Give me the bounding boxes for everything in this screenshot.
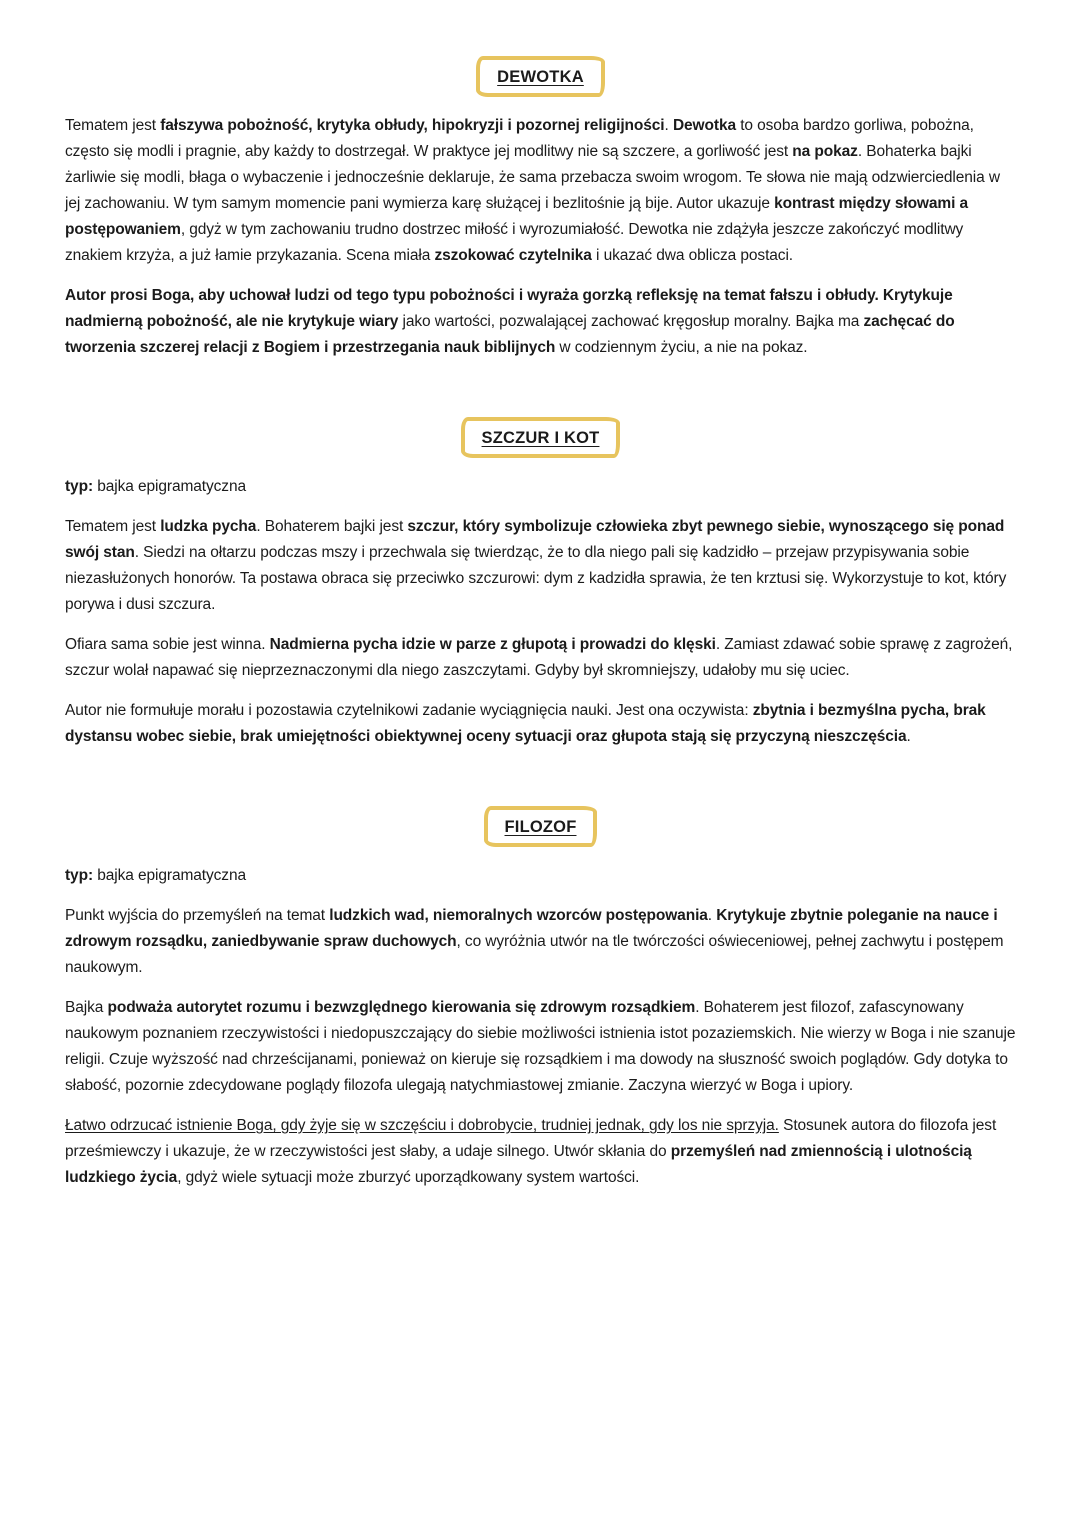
text-segment: Krytykuje zbytnie poleganie na nauce i zdrowym rozsądku, zaniedbywanie spraw duchowych [65,907,998,950]
text-segment: Ofiara sama sobie jest winna. [65,636,270,653]
text-segment: i ukazać dwa oblicza postaci. [591,247,793,264]
section-title-box [484,806,598,847]
paragraph [65,514,1016,618]
paragraph [65,698,1016,750]
paragraph [65,1113,1016,1191]
text-segment: typ: [65,867,94,884]
text-segment: . [664,117,673,134]
section-paragraphs [65,514,1016,750]
text-segment: podważa autorytet rozumu i bezwzględnego kierowania się zdrowym rozsądkiem [107,999,696,1016]
text-segment: ludzkich wad, niemoralnych wzorców postępowania [329,907,708,924]
text-segment: na pokaz [792,143,858,160]
text-segment: Dewotka [672,117,736,134]
text-segment: zszokować czytelnika [434,247,592,264]
section-title: SZCZUR I KOT [481,429,600,447]
text-segment: fałszywa pobożność, krytyka obłudy, hipokryzji i pozornej religijności [160,117,665,134]
text-segment: . Bohaterem bajki jest [256,518,408,535]
text-segment: zachęcać do tworzenia szczerej relacji z Bogiem i przestrzegania nauk biblijnych [65,313,955,356]
text-segment: Tematem jest [65,518,161,535]
section-paragraphs [65,903,1016,1191]
section-title: DEWOTKA [497,68,584,86]
type-line [65,863,1016,889]
fable-section [65,806,1016,1191]
text-segment: , co wyróżnia utwór na tle twórczości oświeceniowej, pełnej zachwytu i postępem naukowym. [65,933,1004,976]
text-segment: Nadmierna pycha idzie w parze z głupotą i prowadzi do klęski [269,636,716,653]
text-segment: zbytnia i bezmyślna pycha, brak dystansu wobec siebie, brak umiejętności obiektywnej oceny sytuacji oraz głupota stają się przyczyną nieszczęścia [65,702,986,745]
text-segment: . Siedzi na ołtarzu podczas mszy i przechwala się twierdząc, że to dla niego pali się kadzidło – przejaw przypisywania sobie niezasłużonych honorów. Ta postawa obraca się przeciwko szczurowi: dym z kadzidła sprawia, że ten krztusi się. Wykorzystuje to kot, który porywa i dusi szczura. [65,544,1007,613]
text-segment: . Bohaterka bajki żarliwie się modli, błaga o wybaczenie i jednocześnie deklaruje, że sama przebacza swoim wrogom. Te słowa nie mają odzwierciedlenia w jej zachowaniu. W tym samym momencie pani wymierza karę służącej i bezlitośnie ją bije. Autor ukazuje [65,143,1000,212]
text-segment: przemyśleń nad zmiennością i ulotnością ludzkiego życia [65,1143,972,1186]
text-segment: ludzka pycha [160,518,257,535]
text-segment: Tematem jest [65,117,161,134]
text-segment: to osoba bardzo gorliwa, pobożna, często się modli i pragnie, aby każdy to dostrzegał. W praktyce jej modlitwy nie są szczere, a gorliwość jest [65,117,974,160]
text-segment: Bajka [65,999,108,1016]
text-segment: Autor prosi Boga, aby uchował ludzi od tego typu pobożności i wyraża gorzką refleksję na temat fałszu i obłudy. Krytykuje nadmierną pobożność, ale nie krytykuje wiary [65,287,953,330]
text-segment: . [906,728,911,745]
text-segment: szczur, który symbolizuje człowieka zbyt pewnego siebie, wynoszącego się ponad swój stan [65,518,1005,561]
section-title-wrap [65,56,1016,97]
text-segment: . Bohaterem jest filozof, zafascynowany naukowym poznaniem rzeczywistości i niedopuszczający do siebie możliwości istnienia istot pozaziemskich. Nie wierzy w Boga i nie szanuje religii. Czuje wyższość nad chrześcijanami, ponieważ on kieruje się rozsądkiem i ma dowody na słuszność swoich poglądów. Gdy dotyka to słabość, pozornie zdecydowane poglądy filozofa ulegają natychmiastowej zmianie. Zaczyna wierzyć w Boga i upiory. [65,999,1016,1094]
type-line [65,474,1016,500]
paragraph [65,113,1016,269]
text-segment: Punkt wyjścia do przemyśleń na temat [65,907,330,924]
text-segment: . [707,907,717,924]
section-title: FILOZOF [504,818,577,836]
text-segment: . Zamiast zdawać sobie sprawę z zagrożeń, szczur wolał napawać się nieprzeznaczonymi dla niego zaszczytami. Gdyby był skromniejszy, udałoby mu się uciec. [65,636,1013,679]
text-segment: Łatwo odrzucać istnienie Boga, gdy żyje się w szczęściu i dobrobycie, trudniej jednak, gdy los nie sprzyja. [65,1117,779,1134]
paragraph [65,283,1016,361]
fable-section [65,56,1016,361]
section-paragraphs [65,113,1016,361]
text-segment: bajka epigramatyczna [93,867,246,884]
text-segment: , gdyż wiele sytuacji może zburzyć uporządkowany system wartości. [177,1169,640,1186]
section-title-wrap [65,417,1016,458]
text-segment: Stosunek autora do filozofa jest prześmiewczy i ukazuje, że w rzeczywistości jest słaby, a udaje silnego. Utwór skłania do [65,1117,997,1160]
section-title-wrap [65,806,1016,847]
fable-section [65,417,1016,750]
paragraph [65,632,1016,684]
text-segment: typ: [65,478,94,495]
paragraph [65,903,1016,981]
text-segment: Autor nie formułuje morału i pozostawia czytelnikowi zadanie wyciągnięcia nauki. Jest ona oczywista: [65,702,753,719]
text-segment: , gdyż w tym zachowaniu trudno dostrzec miłość i wyrozumiałość. Dewotka nie zdążyła jeszcze zakończyć modlitwy znakiem krzyża, a już łamie przykazania. Scena miała [65,221,964,264]
paragraph [65,995,1016,1099]
text-segment: bajka epigramatyczna [93,478,246,495]
section-title-box [476,56,605,97]
text-segment: w codziennym życiu, a nie na pokaz. [555,339,808,356]
section-title-box [461,417,621,458]
text-segment: jako wartości, pozwalającej zachować kręgosłup moralny. Bajka ma [398,313,864,330]
text-segment: kontrast między słowami a postępowaniem [65,195,969,238]
